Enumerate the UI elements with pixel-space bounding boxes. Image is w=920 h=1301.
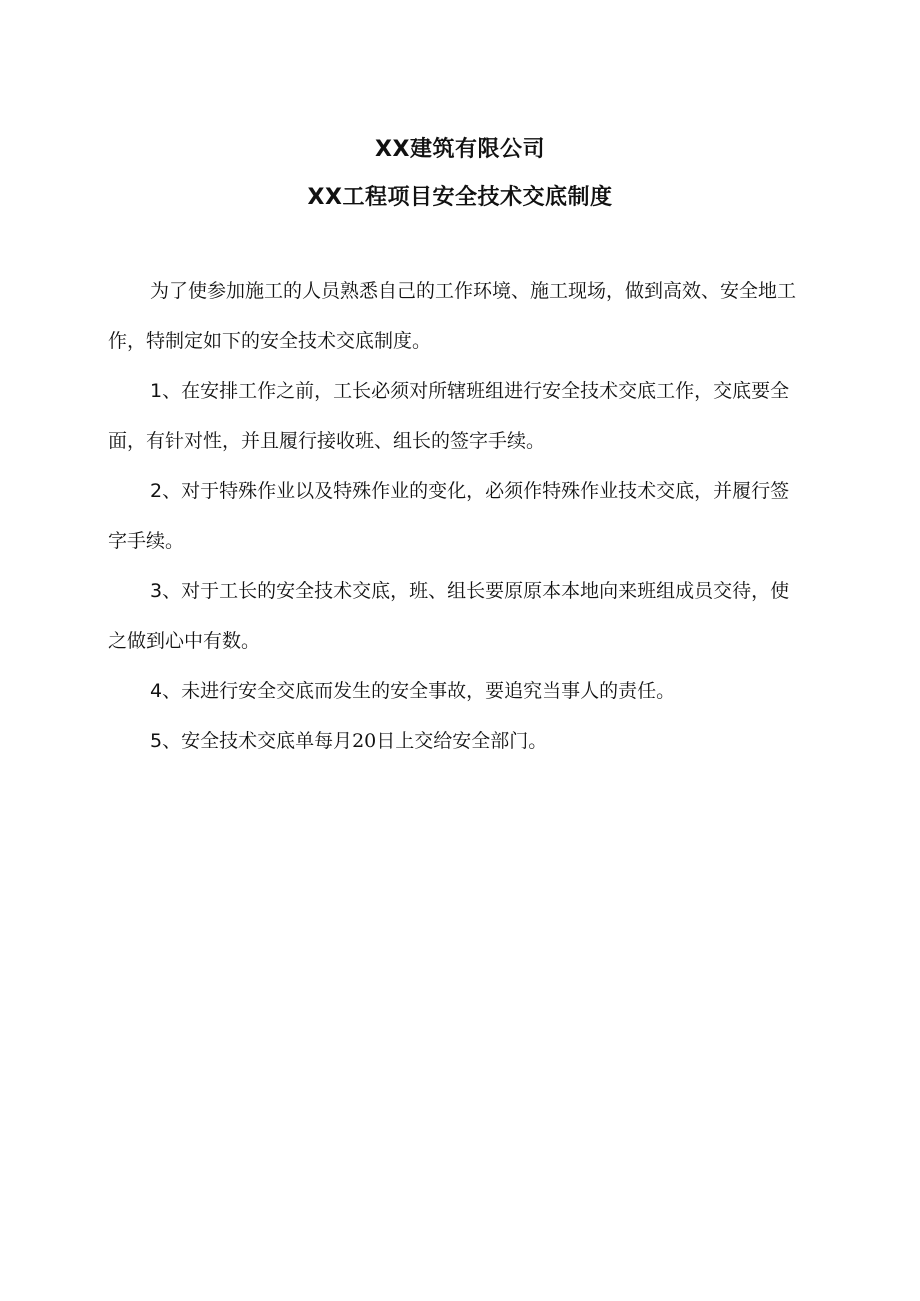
rule-item-3 [108, 566, 808, 666]
rule-item-4 [108, 666, 808, 716]
rule-text: 、未进行安全交底而发生的安全事故，要追究当事人的责任。 [162, 680, 676, 702]
rule-item-2 [108, 466, 808, 566]
rule-text: 、对于特殊作业以及特殊作业的变化，必须作特殊作业技术交底，并履行签字手续。 [108, 480, 790, 552]
document-body [108, 266, 808, 766]
rule-text: 、在安排工作之前，工长必须对所辖班组进行安全技术交底工作，交底要全面，有针对性，并且履行接收班、组长的签字手续。 [108, 380, 790, 452]
rule-text: 、安全技术交底单每月20日上交给安全部门。 [162, 730, 548, 752]
rule-number: 1 [150, 380, 163, 402]
rule-item-5 [108, 716, 808, 766]
rule-number: 4 [150, 680, 163, 702]
document-title: XX工程项目安全技术交底制度 [307, 185, 613, 210]
rule-number: 2 [150, 480, 163, 502]
company-name: XX建筑有限公司 [375, 137, 545, 162]
rule-number: 5 [150, 730, 163, 752]
rule-text: 、对于工长的安全技术交底，班、组长要原原本本地向来班组成员交待，使之做到心中有数。 [108, 580, 790, 652]
intro-paragraph: 为了使参加施工的人员熟悉自己的工作环境、施工现场，做到高效、安全地工作，特制定如下的安全技术交底制度。 [108, 280, 797, 352]
rule-item-1 [108, 366, 808, 466]
rule-number: 3 [150, 580, 163, 602]
